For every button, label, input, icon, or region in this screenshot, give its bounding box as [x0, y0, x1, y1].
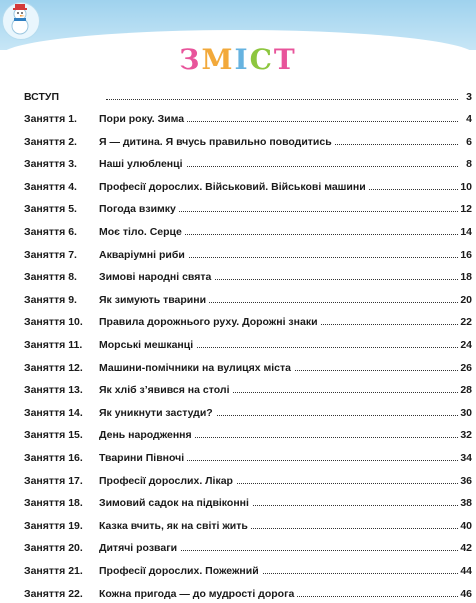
page-number: 18: [458, 268, 472, 286]
lesson-topic: Акваріумні риби: [99, 249, 188, 261]
lesson-topic: Пори року. Зима: [99, 113, 187, 125]
snowman-icon: [6, 2, 34, 36]
page-number: 10: [458, 178, 472, 196]
page-number: 12: [458, 200, 472, 218]
lesson-topic: Як зимують тварини: [99, 294, 209, 306]
page-number: 6: [464, 133, 472, 151]
page-number: 38: [458, 494, 472, 512]
lesson-label: Заняття 5.: [24, 203, 77, 216]
lesson-topic: Наші улюбленці: [99, 158, 186, 170]
lesson-label: Заняття 7.: [24, 248, 77, 261]
toc-row: [24, 246, 474, 264]
title-letter: З: [179, 43, 202, 76]
page-number: 3: [464, 88, 472, 106]
lesson-label: Заняття 19.: [24, 519, 83, 532]
toc-row: [24, 404, 474, 422]
toc-row: [24, 268, 474, 286]
page-number: 22: [458, 313, 472, 331]
toc-row: [24, 381, 474, 399]
title-letter: І: [234, 43, 250, 76]
lesson-topic: Погода взимку: [99, 203, 179, 215]
page-number: 30: [458, 404, 472, 422]
page-number: 20: [458, 291, 472, 309]
lesson-topic: Машини-помічники на вулицях міста: [99, 362, 294, 374]
lesson-label: Заняття 13.: [24, 384, 83, 397]
toc-row: [24, 313, 474, 331]
page-number: 42: [458, 539, 472, 557]
page-number: 26: [458, 359, 472, 377]
lesson-label: Заняття 14.: [24, 406, 83, 419]
lesson-topic: Морські мешканці: [99, 339, 196, 351]
toc-row: [24, 223, 474, 241]
lesson-topic: Кожна пригода — до мудрості дорога: [99, 588, 297, 600]
page-title: [179, 43, 296, 76]
page-number: 16: [458, 246, 472, 264]
page-number: 8: [464, 155, 472, 173]
page-number: 34: [458, 449, 472, 467]
lesson-label: Заняття 12.: [24, 361, 83, 374]
toc-row: [24, 178, 474, 196]
lesson-topic: Зимовий садок на підвіконні: [99, 497, 252, 509]
title-letter: М: [201, 43, 235, 76]
page-number: 24: [458, 336, 472, 354]
toc-row: [24, 539, 474, 557]
lesson-topic: Дитячі розваги: [99, 542, 180, 554]
lesson-label: Заняття 9.: [24, 293, 77, 306]
lesson-label: Заняття 6.: [24, 226, 77, 238]
title-letter: С: [249, 43, 274, 76]
page-number: 32: [458, 426, 472, 444]
toc-row: [24, 494, 474, 512]
lesson-label: Заняття 21.: [24, 565, 83, 577]
lesson-topic: День народження: [99, 429, 195, 441]
lesson-topic: Як уникнути застуди?: [99, 407, 216, 419]
title-letter: Т: [273, 43, 297, 76]
lesson-topic: Моє тіло. Серце: [99, 226, 185, 238]
page-number: 44: [458, 562, 472, 580]
lesson-label: Заняття 8.: [24, 271, 77, 284]
toc-row: [24, 291, 474, 309]
toc-intro-row: [24, 88, 474, 106]
lesson-topic: Зимові народні свята: [99, 271, 214, 283]
lesson-label: Заняття 1.: [24, 113, 77, 125]
lesson-topic: Казка вчить, як на світі жить: [99, 520, 251, 532]
lesson-label: Заняття 4.: [24, 180, 77, 193]
lesson-topic: Правила дорожнього руху. Дорожні знаки: [99, 316, 321, 328]
toc-row: [24, 133, 474, 151]
lesson-topic: Тварини Півночі: [99, 452, 187, 464]
toc-row: [24, 359, 474, 377]
lesson-label: Заняття 2.: [24, 135, 77, 148]
lesson-label: Заняття 18.: [24, 497, 83, 510]
lesson-label: Заняття 17.: [24, 474, 83, 487]
lesson-label: Заняття 3.: [24, 158, 77, 171]
page-number: 14: [458, 223, 472, 241]
toc-row: [24, 200, 474, 218]
lesson-label: Заняття 15.: [24, 429, 83, 442]
toc-row: [24, 110, 474, 128]
page-number: 36: [458, 472, 472, 490]
lesson-topic: Професії дорослих. Лікар: [99, 475, 236, 487]
lesson-topic: Професії дорослих. Військовий. Військові машини: [99, 181, 369, 193]
page-number: 40: [458, 517, 472, 535]
toc-row: [24, 449, 474, 467]
page-number: 46: [458, 585, 472, 603]
toc-row: [24, 472, 474, 490]
toc-row: [24, 562, 474, 580]
lesson-label: Заняття 22.: [24, 587, 83, 600]
toc-row: [24, 336, 474, 354]
toc-row: [24, 155, 474, 173]
lesson-label: Заняття 16.: [24, 452, 83, 464]
lesson-topic: Професії дорослих. Пожежний: [99, 565, 262, 577]
toc-row: [24, 426, 474, 444]
page-number: 28: [458, 381, 472, 399]
lesson-label: Заняття 20.: [24, 542, 83, 555]
toc-row: [24, 517, 474, 535]
intro-label: ВСТУП: [24, 91, 59, 103]
lesson-topic: Я — дитина. Я вчусь правильно поводитись: [99, 136, 335, 148]
page-number: 4: [464, 110, 472, 128]
lesson-label: Заняття 11.: [24, 339, 83, 351]
lesson-topic: Як хліб з’явився на столі: [99, 384, 232, 396]
lesson-label: Заняття 10.: [24, 316, 83, 329]
